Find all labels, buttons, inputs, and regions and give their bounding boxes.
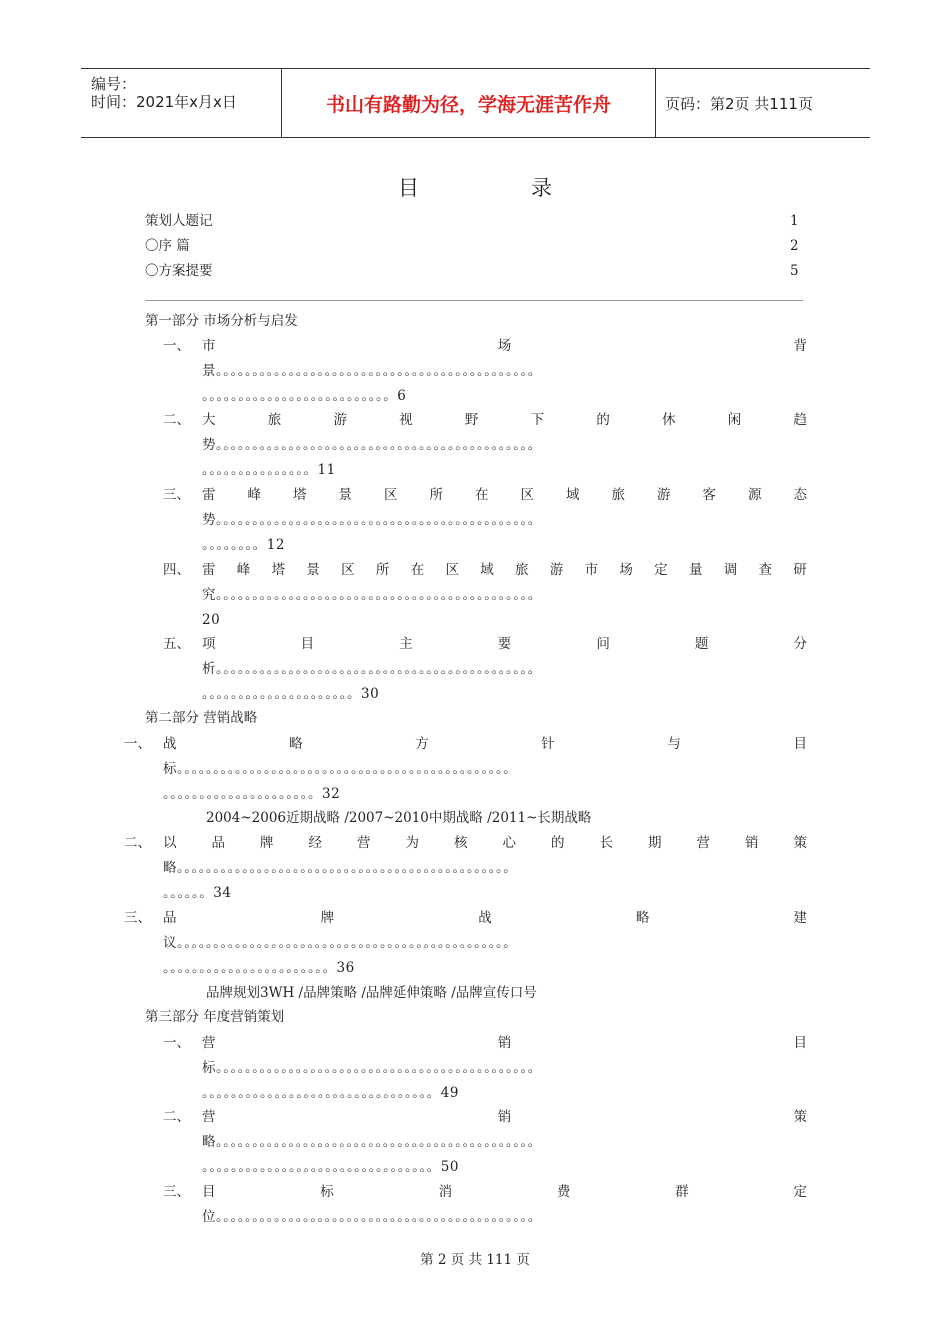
title-char: 目 xyxy=(398,176,419,200)
toc-leader-page: 。。。。。。。。。。。。。。。。。。。。。。。。。。6 xyxy=(202,388,407,404)
toc-title-char: 源 xyxy=(748,487,762,503)
toc-leader-line: 议。。。。。。。。。。。。。。。。。。。。。。。。。。。。。。。。。。。。。。。。。。。。。。 xyxy=(163,935,518,951)
toc-title-char: 消 xyxy=(438,1184,453,1200)
toc-title-char: 峰 xyxy=(236,562,251,578)
toc-title-char: 群 xyxy=(675,1184,689,1200)
toc-title-char: 区 xyxy=(445,562,459,578)
toc-sub-line: 品牌规划3WH /品牌策略 /品牌延伸策略 /品牌宣传口号 xyxy=(206,985,537,1001)
toc-title-char: 调 xyxy=(723,562,738,578)
toc-title-char: 旅 xyxy=(267,412,282,428)
toc-title-char: 视 xyxy=(399,412,413,428)
toc-item-number: 四、 xyxy=(163,562,190,578)
toc-entry-label[interactable]: 策划人题记 xyxy=(145,213,213,229)
toc-title-char: 游 xyxy=(549,562,564,578)
toc-title-char: 峰 xyxy=(247,487,261,503)
toc-title-char: 牌 xyxy=(260,835,274,851)
number-label: 编号： xyxy=(91,75,137,93)
toc-title-char: 营 xyxy=(696,835,710,851)
toc-leader-page: 。。。。。。。。。。。。。。。。。。。。。30 xyxy=(202,686,380,702)
toc-title-char: 大 xyxy=(202,412,216,428)
toc-title-char: 销 xyxy=(497,1109,512,1125)
header-page-info: 页码：第2页 共111页 xyxy=(665,94,813,113)
toc-entry-page: 1 xyxy=(790,213,799,229)
toc-title-char: 区 xyxy=(341,562,355,578)
toc-leader-line: 析。。。。。。。。。。。。。。。。。。。。。。。。。。。。。。。。。。。。。。。。。。。。 xyxy=(202,661,542,677)
toc-title-char: 经 xyxy=(308,835,322,851)
title-char: 录 xyxy=(531,176,552,200)
toc-title-char: 游 xyxy=(333,412,347,428)
toc-title-char: 场 xyxy=(619,562,633,578)
toc-leader-page: 。。。。。。34 xyxy=(163,885,232,901)
toc-title-char: 市 xyxy=(202,338,216,354)
part-heading[interactable]: 第一部分 市场分析与启发 xyxy=(145,313,298,329)
toc-title-char: 闲 xyxy=(727,412,742,428)
toc-title-char: 景 xyxy=(338,487,352,503)
toc-item-number: 一、 xyxy=(163,338,190,354)
toc-title-char: 战 xyxy=(478,910,492,926)
toc-leader-line: 略。。。。。。。。。。。。。。。。。。。。。。。。。。。。。。。。。。。。。。。。。。。。。。 xyxy=(163,860,518,876)
toc-title-char: 域 xyxy=(480,562,494,578)
toc-title-char: 要 xyxy=(497,636,512,652)
toc-item-number: 三、 xyxy=(163,487,190,503)
toc-title-char: 目 xyxy=(793,1035,807,1051)
toc-leader-page: 。。。。。。。。。。。。。。。。。。。。。。。36 xyxy=(163,960,355,976)
header-meta xyxy=(81,69,281,137)
toc-leader-line: 势。。。。。。。。。。。。。。。。。。。。。。。。。。。。。。。。。。。。。。。。。。。。 xyxy=(202,512,542,528)
toc-title-char: 区 xyxy=(384,487,398,503)
toc-title-char: 营 xyxy=(202,1109,216,1125)
toc-sub-line: 2004~2006近期战略 /2007~2010中期战略 /2011~长期战略 xyxy=(206,810,592,826)
toc-item-title[interactable] xyxy=(163,734,807,754)
toc-title-char: 题 xyxy=(694,636,709,652)
toc-title-char: 略 xyxy=(635,910,650,926)
toc-title-char: 品 xyxy=(211,835,225,851)
toc-title-char: 野 xyxy=(464,412,479,428)
toc-leader-line: 究。。。。。。。。。。。。。。。。。。。。。。。。。。。。。。。。。。。。。。。。。。。。 xyxy=(202,587,542,603)
toc-title-char: 策 xyxy=(793,835,807,851)
page-header xyxy=(81,68,870,138)
toc-title-char: 所 xyxy=(429,487,443,503)
toc-title-char: 雷 xyxy=(202,487,216,503)
toc-item-title[interactable] xyxy=(202,485,807,505)
toc-leader-line: 景。。。。。。。。。。。。。。。。。。。。。。。。。。。。。。。。。。。。。。。。。。。。 xyxy=(202,363,542,379)
header-divider xyxy=(655,69,656,137)
toc-leader-page: 。。。。。。。。。。。。。。。。。。。。。。。。。。。。。。。。49 xyxy=(202,1085,459,1101)
toc-title-char: 营 xyxy=(357,835,371,851)
toc-entry-label[interactable]: 〇方案提要 xyxy=(145,263,213,279)
toc-title-char: 目 xyxy=(202,1184,216,1200)
toc-title-char: 休 xyxy=(662,412,676,428)
toc-title-char: 所 xyxy=(375,562,390,578)
toc-leader-page: 。。。。。。。。。。。。。。。。。。。。。32 xyxy=(163,786,341,802)
toc-title-char: 分 xyxy=(793,636,807,652)
toc-title-char: 旅 xyxy=(515,562,529,578)
toc-title-char: 主 xyxy=(399,636,413,652)
toc-title-char: 塔 xyxy=(293,487,307,503)
toc-title-char: 旅 xyxy=(611,487,625,503)
toc-item-title[interactable] xyxy=(202,560,807,580)
toc-item-title[interactable] xyxy=(202,634,807,654)
toc-leader-line: 标。。。。。。。。。。。。。。。。。。。。。。。。。。。。。。。。。。。。。。。。。。。。 xyxy=(202,1060,542,1076)
toc-leader-page: 。。。。。。。。12 xyxy=(202,537,285,553)
toc-title-char: 背 xyxy=(793,338,807,354)
toc-title-char: 景 xyxy=(306,562,320,578)
toc-item-number: 二、 xyxy=(124,835,151,851)
toc-title-char: 雷 xyxy=(202,562,216,578)
toc-title-char: 标 xyxy=(320,1184,334,1200)
toc-title-char: 塔 xyxy=(271,562,286,578)
toc-title-char: 销 xyxy=(745,835,759,851)
toc-item-title[interactable] xyxy=(202,336,807,356)
toc-title-char: 以 xyxy=(163,835,177,851)
toc-title-char: 在 xyxy=(410,562,425,578)
toc-title-char: 趋 xyxy=(793,412,807,428)
toc-entry-label[interactable]: 〇序 篇 xyxy=(145,238,190,254)
toc-title-char: 在 xyxy=(475,487,489,503)
toc-item-number: 五、 xyxy=(163,636,190,652)
toc-title-char: 定 xyxy=(793,1184,807,1200)
toc-title-char: 的 xyxy=(596,412,610,428)
toc-title-char: 核 xyxy=(454,835,468,851)
toc-item-number: 二、 xyxy=(163,1109,190,1125)
toc-title-char: 牌 xyxy=(320,910,335,926)
toc-title-char: 量 xyxy=(688,562,703,578)
toc-title-char: 为 xyxy=(405,835,419,851)
part-heading[interactable]: 第三部分 年度营销策划 xyxy=(145,1009,285,1025)
toc-item-title[interactable] xyxy=(202,410,807,430)
toc-title-char: 查 xyxy=(758,562,772,578)
toc-title-char: 态 xyxy=(793,487,807,503)
toc-item-title[interactable] xyxy=(202,1033,807,1053)
toc-item-number: 二、 xyxy=(163,412,190,428)
toc-title-char: 项 xyxy=(202,636,216,652)
toc-leader-page: 。。。。。。。。。。。。。。。。。。。。。。。。。。。。。。。。50 xyxy=(202,1159,459,1175)
toc-item-number: 一、 xyxy=(124,736,151,752)
toc-title-char: 域 xyxy=(566,487,580,503)
toc-entry-page: 2 xyxy=(790,238,799,254)
toc-title-char: 销 xyxy=(497,1035,512,1051)
toc-leader-line: 位。。。。。。。。。。。。。。。。。。。。。。。。。。。。。。。。。。。。。。。。。。。。 xyxy=(202,1209,542,1225)
toc-leader-page: 。。。。。。。。。。。。。。。11 xyxy=(202,462,336,478)
page-footer: 第 2 页 共 111 页 xyxy=(420,1252,530,1268)
time-label: 时间：2021年x月x日 xyxy=(91,93,237,111)
toc-title-char: 客 xyxy=(702,487,716,503)
header-motto: 书山有路勤为径，学海无涯苦作舟 xyxy=(325,93,611,116)
toc-entry-page: 5 xyxy=(790,263,799,279)
toc-leader-line: 标。。。。。。。。。。。。。。。。。。。。。。。。。。。。。。。。。。。。。。。。。。。。。。 xyxy=(163,761,518,777)
toc-title-char: 长 xyxy=(599,835,613,851)
divider xyxy=(145,300,803,301)
toc-title-char: 与 xyxy=(667,736,681,752)
toc-title-char: 研 xyxy=(793,562,807,578)
toc-item-number: 一、 xyxy=(163,1035,190,1051)
toc-title-char: 游 xyxy=(657,487,671,503)
toc-item-number: 三、 xyxy=(124,910,151,926)
toc-title-char: 策 xyxy=(793,1109,807,1125)
toc-title-char: 建 xyxy=(793,910,807,926)
toc-leader-line: 势。。。。。。。。。。。。。。。。。。。。。。。。。。。。。。。。。。。。。。。。。。。。 xyxy=(202,437,542,453)
toc-title-char: 方 xyxy=(415,736,429,752)
toc-item-title[interactable] xyxy=(202,1107,807,1127)
toc-title-char: 针 xyxy=(541,736,555,752)
toc-item-title[interactable] xyxy=(163,833,807,853)
page-title xyxy=(0,172,950,202)
toc-title-char: 心 xyxy=(502,835,516,851)
toc-title-char: 营 xyxy=(202,1035,216,1051)
toc-item-number: 三、 xyxy=(163,1184,190,1200)
toc-title-char: 问 xyxy=(596,636,610,652)
toc-title-char: 场 xyxy=(497,338,512,354)
toc-item-title[interactable] xyxy=(202,1182,807,1202)
toc-title-char: 区 xyxy=(520,487,534,503)
toc-title-char: 费 xyxy=(556,1184,571,1200)
toc-title-char: 目 xyxy=(793,736,807,752)
toc-title-char: 略 xyxy=(289,736,303,752)
toc-title-char: 的 xyxy=(551,835,565,851)
toc-title-char: 定 xyxy=(654,562,668,578)
toc-title-char: 战 xyxy=(163,736,177,752)
toc-title-char: 期 xyxy=(648,835,662,851)
toc-item-title[interactable] xyxy=(163,908,807,928)
toc-leader-page: 20 xyxy=(202,612,221,628)
toc-leader-line: 略。。。。。。。。。。。。。。。。。。。。。。。。。。。。。。。。。。。。。。。。。。。。 xyxy=(202,1134,542,1150)
toc-title-char: 目 xyxy=(300,636,315,652)
part-heading[interactable]: 第二部分 营销战略 xyxy=(145,710,258,726)
toc-title-char: 下 xyxy=(530,412,545,428)
toc-title-char: 市 xyxy=(584,562,599,578)
toc-title-char: 品 xyxy=(163,910,177,926)
